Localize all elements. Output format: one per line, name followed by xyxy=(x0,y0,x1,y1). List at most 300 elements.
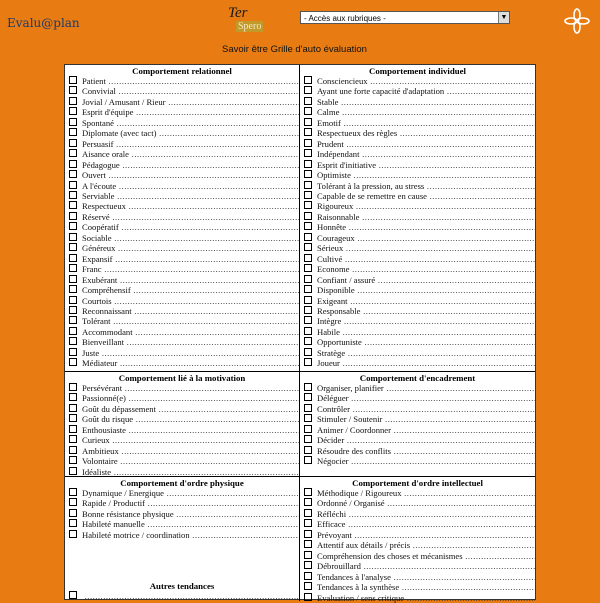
checklist-item xyxy=(69,306,299,316)
item-label: Courageux ..... xyxy=(317,233,535,243)
checkbox[interactable] xyxy=(69,456,77,464)
section-individuel xyxy=(300,65,535,372)
checkbox[interactable] xyxy=(304,264,312,272)
checklist-item xyxy=(304,383,535,393)
checklist-item xyxy=(69,425,299,435)
checkbox[interactable] xyxy=(304,181,312,189)
checklist-item xyxy=(304,316,535,326)
section-encadrement xyxy=(300,372,535,477)
item-label: Généreux ..... xyxy=(82,243,299,253)
checkbox[interactable] xyxy=(69,285,77,293)
section-intellectuel xyxy=(300,477,535,601)
checklist-item xyxy=(304,327,535,337)
item-label: Attentif aux détails / précis ..... xyxy=(317,540,535,550)
flower-icon xyxy=(564,8,590,34)
checklist-item xyxy=(69,201,299,211)
checklist-item xyxy=(304,285,535,295)
checkbox[interactable] xyxy=(69,446,77,454)
checkbox[interactable] xyxy=(304,97,312,105)
checklist-item xyxy=(304,170,535,180)
item-label: Résoudre des conflits ..... xyxy=(317,446,535,456)
checklist-item xyxy=(69,414,299,424)
checklist-item xyxy=(304,275,535,285)
checklist-item xyxy=(69,118,299,128)
checkbox[interactable] xyxy=(304,118,312,126)
item-list xyxy=(300,488,535,603)
item-label: Idéaliste ..... xyxy=(82,467,299,477)
checkbox[interactable] xyxy=(69,467,77,475)
checkbox[interactable] xyxy=(69,435,77,443)
item-label: Bienveillant ..... xyxy=(82,337,299,347)
item-label: Indépendant ..... xyxy=(317,149,535,159)
checkbox[interactable] xyxy=(69,76,77,84)
checkbox[interactable] xyxy=(304,160,312,168)
checkbox[interactable] xyxy=(69,358,77,366)
subtitle-main: Savoir être xyxy=(222,44,268,55)
checkbox[interactable] xyxy=(304,404,312,412)
checklist-item xyxy=(304,212,535,222)
section-motivation xyxy=(65,372,300,477)
section-title: Comportement d'ordre physique xyxy=(120,478,244,488)
checklist-item xyxy=(69,76,299,86)
checklist-item xyxy=(304,348,535,358)
checklist-item xyxy=(69,181,299,191)
item-label: Habileté manuelle ..... xyxy=(82,519,299,529)
checkbox[interactable] xyxy=(69,327,77,335)
checklist-item xyxy=(304,498,535,508)
item-label: Persévérant ..... xyxy=(82,383,299,393)
item-label: Opportuniste ..... xyxy=(317,337,535,347)
checklist-item xyxy=(304,201,535,211)
item-label: Aisance orale ..... xyxy=(82,149,299,159)
item-label: Respectueux des règles ..... xyxy=(317,128,535,138)
checkbox[interactable] xyxy=(304,425,312,433)
item-label: Stimuler / Soutenir ..... xyxy=(317,414,535,424)
checkbox[interactable] xyxy=(69,170,77,178)
checkbox[interactable] xyxy=(304,509,312,517)
checklist-item xyxy=(304,404,535,414)
item-label: Ouvert ..... xyxy=(82,170,299,180)
checkbox[interactable] xyxy=(304,435,312,443)
checkbox[interactable] xyxy=(304,572,312,580)
checkbox[interactable] xyxy=(69,128,77,136)
checkbox[interactable] xyxy=(69,233,77,241)
item-label: Expansif ..... xyxy=(82,254,299,264)
item-label: Ayant une forte capacité d'adaptation ..... xyxy=(317,86,535,96)
checkbox[interactable] xyxy=(69,404,77,412)
item-label: Tolérant à la pression, au stress ..... xyxy=(317,181,535,191)
rubric-select[interactable] xyxy=(300,11,510,24)
checklist-item xyxy=(304,540,535,550)
item-label: Méthodique / Rigoureux ..... xyxy=(317,488,535,498)
checkbox[interactable] xyxy=(304,316,312,324)
checklist-item xyxy=(69,296,299,306)
item-label: Tendances à la synthèse ..... xyxy=(317,582,535,592)
checklist-item xyxy=(69,275,299,285)
checkbox[interactable] xyxy=(69,254,77,262)
item-label: Responsable ..... xyxy=(317,306,535,316)
section-title: Comportement d'ordre intellectuel xyxy=(352,478,483,488)
item-label: Dynamique / Energique ..... xyxy=(82,488,299,498)
checklist-item xyxy=(304,118,535,128)
brand-link[interactable]: Evalu@plan xyxy=(7,16,80,30)
checkbox[interactable] xyxy=(69,275,77,283)
checkbox[interactable] xyxy=(69,337,77,345)
checkbox[interactable] xyxy=(304,446,312,454)
checkbox[interactable] xyxy=(69,383,77,391)
checklist-item xyxy=(69,446,299,456)
checklist-item xyxy=(69,128,299,138)
checkbox[interactable] xyxy=(304,243,312,251)
item-label: Prévoyant ..... xyxy=(317,530,535,540)
checkbox[interactable] xyxy=(69,97,77,105)
checklist-item xyxy=(304,107,535,117)
checklist-item xyxy=(304,582,535,592)
checkbox[interactable] xyxy=(69,149,77,157)
rubric-select-value: - Accès aux rubriques - xyxy=(304,14,386,23)
checklist-item xyxy=(69,456,299,466)
item-label: Réfléchi ..... xyxy=(317,509,535,519)
checklist-item xyxy=(69,488,299,498)
checklist-item xyxy=(69,222,299,232)
item-label: Pédagogue ..... xyxy=(82,160,299,170)
item-label: Joueur ..... xyxy=(317,358,535,368)
item-label: Accommodant ..... xyxy=(82,327,299,337)
item-label: Organiser, planifier ..... xyxy=(317,383,535,393)
checkbox[interactable] xyxy=(304,551,312,559)
item-list xyxy=(65,591,299,601)
checkbox[interactable] xyxy=(304,519,312,527)
checkbox[interactable] xyxy=(69,107,77,115)
checklist-item xyxy=(304,254,535,264)
section-title: Comportement d'encadrement xyxy=(359,373,476,383)
checkbox[interactable] xyxy=(304,414,312,422)
checkbox[interactable] xyxy=(69,591,77,599)
section-title: Autres tendances xyxy=(149,581,215,592)
checklist-item xyxy=(304,139,535,149)
item-label: Capable de se remettre en cause ..... xyxy=(317,191,535,201)
checkbox[interactable] xyxy=(304,337,312,345)
section-physique xyxy=(65,477,300,601)
item-label: Stratège ..... xyxy=(317,348,535,358)
item-label: Prudent ..... xyxy=(317,139,535,149)
checklist-item xyxy=(69,435,299,445)
checkbox[interactable] xyxy=(304,530,312,538)
checklist-item xyxy=(304,264,535,274)
checklist-item xyxy=(69,348,299,358)
checklist-item xyxy=(304,530,535,540)
checklist-item xyxy=(304,572,535,582)
item-label: Négocier ..... xyxy=(317,456,535,466)
checklist-item xyxy=(69,254,299,264)
checklist-item xyxy=(69,170,299,180)
checkbox[interactable] xyxy=(69,316,77,324)
item-label: A l'écoute ..... xyxy=(82,181,299,191)
checkbox[interactable] xyxy=(304,212,312,220)
checklist-item xyxy=(69,264,299,274)
checkbox[interactable] xyxy=(304,348,312,356)
checklist-item xyxy=(69,591,299,601)
checklist-item xyxy=(304,149,535,159)
checkbox[interactable] xyxy=(304,296,312,304)
checkbox[interactable] xyxy=(69,212,77,220)
item-label: Serviable ..... xyxy=(82,191,299,201)
item-label: Décider ..... xyxy=(317,435,535,445)
checklist-item xyxy=(304,593,535,603)
item-label: Reconnaissant ..... xyxy=(82,306,299,316)
section-title: Comportement individuel xyxy=(368,66,466,76)
item-label: Persuasif ..... xyxy=(82,139,299,149)
checkbox[interactable] xyxy=(304,358,312,366)
item-label: Sociable ..... xyxy=(82,233,299,243)
checkbox[interactable] xyxy=(69,425,77,433)
item-label: Sérieux ..... xyxy=(317,243,535,253)
checkbox[interactable] xyxy=(304,285,312,293)
checkbox[interactable] xyxy=(69,519,77,527)
checklist-item xyxy=(304,222,535,232)
checkbox[interactable] xyxy=(69,306,77,314)
checkbox[interactable] xyxy=(304,222,312,230)
checklist-item xyxy=(304,561,535,571)
item-label: Optimiste ..... xyxy=(317,170,535,180)
item-label: Courtois ..... xyxy=(82,296,299,306)
checkbox[interactable] xyxy=(69,530,77,538)
checkbox[interactable] xyxy=(69,160,77,168)
checkbox[interactable] xyxy=(69,181,77,189)
section-title: Comportement lié à la motivation xyxy=(118,373,246,383)
checklist-item xyxy=(69,383,299,393)
item-label: Respectueux ..... xyxy=(82,201,299,211)
checkbox[interactable] xyxy=(69,243,77,251)
checklist-item xyxy=(304,160,535,170)
checkbox[interactable] xyxy=(69,509,77,517)
checklist-item xyxy=(69,358,299,368)
item-label: Goût du risque ..... xyxy=(82,414,299,424)
item-label: Spontané ..... xyxy=(82,118,299,128)
item-label: Ordonné / Organisé ..... xyxy=(317,498,535,508)
logo-top-text: Ter xyxy=(228,5,248,21)
item-label: Enthousiaste ..... xyxy=(82,425,299,435)
logo-bottom-text: Spero xyxy=(238,21,262,32)
checklist-item xyxy=(69,519,299,529)
item-label: Volontaire ..... xyxy=(82,456,299,466)
checklist-item xyxy=(304,233,535,243)
checkbox[interactable] xyxy=(304,170,312,178)
evaluation-sheet xyxy=(64,64,536,603)
item-label: Débrouillard ..... xyxy=(317,561,535,571)
checkbox[interactable] xyxy=(304,149,312,157)
checkbox[interactable] xyxy=(304,128,312,136)
item-list xyxy=(65,76,299,369)
item-label: Juste ..... xyxy=(82,348,299,358)
checkbox[interactable] xyxy=(69,393,77,401)
checklist-item xyxy=(69,285,299,295)
checklist-item xyxy=(304,97,535,107)
item-list xyxy=(65,383,299,477)
checklist-item xyxy=(304,488,535,498)
checkbox[interactable] xyxy=(69,222,77,230)
item-label: Franc ..... xyxy=(82,264,299,274)
checklist-item xyxy=(69,393,299,403)
checklist-item xyxy=(69,160,299,170)
checkbox[interactable] xyxy=(304,561,312,569)
checkbox[interactable] xyxy=(304,107,312,115)
checkbox[interactable] xyxy=(304,540,312,548)
item-label: Disponible ..... xyxy=(317,285,535,295)
checklist-item xyxy=(69,149,299,159)
checklist-item xyxy=(69,467,299,477)
item-label: Passionné(e) ..... xyxy=(82,393,299,403)
checkbox[interactable] xyxy=(304,393,312,401)
item-label: Jovial / Amusant / Rieur ..... xyxy=(82,97,299,107)
item-label: Evaluation / sens critique ..... xyxy=(317,593,535,603)
item-label: Confiant / assuré ..... xyxy=(317,275,535,285)
checkbox[interactable] xyxy=(304,306,312,314)
checkbox[interactable] xyxy=(69,264,77,272)
checklist-item xyxy=(69,243,299,253)
item-label: Intègre ..... xyxy=(317,316,535,326)
item-label: Habileté motrice / coordination ..... xyxy=(82,530,299,540)
checklist-item xyxy=(304,393,535,403)
item-label: Médiateur ..... xyxy=(82,358,299,368)
checkbox[interactable] xyxy=(304,86,312,94)
checkbox[interactable] xyxy=(304,498,312,506)
item-label: Bonne résistance physique ..... xyxy=(82,509,299,519)
checklist-item xyxy=(69,97,299,107)
checklist-item xyxy=(304,306,535,316)
item-list xyxy=(300,383,535,467)
item-label: Tolérant ..... xyxy=(82,316,299,326)
checklist-item xyxy=(69,327,299,337)
checklist-item xyxy=(304,76,535,86)
item-label: Esprit d'équipe ..... xyxy=(82,107,299,117)
item-label: Déléguer ..... xyxy=(317,393,535,403)
checklist-item xyxy=(69,191,299,201)
checkbox[interactable] xyxy=(69,414,77,422)
checklist-item xyxy=(304,551,535,561)
item-label: Goût du dépassement ..... xyxy=(82,404,299,414)
checkbox[interactable] xyxy=(304,76,312,84)
checkbox[interactable] xyxy=(69,191,77,199)
item-label: Contrôler ..... xyxy=(317,404,535,414)
checklist-item xyxy=(304,296,535,306)
checkbox[interactable] xyxy=(69,201,77,209)
checklist-item xyxy=(304,243,535,253)
checkbox[interactable] xyxy=(69,86,77,94)
item-label: Rigoureux ..... xyxy=(317,201,535,211)
item-label: Convivial ..... xyxy=(82,86,299,96)
checklist-item xyxy=(304,358,535,368)
item-label: Esprit d'initiative ..... xyxy=(317,160,535,170)
checklist-item xyxy=(304,86,535,96)
item-label: Exigeant ..... xyxy=(317,296,535,306)
item-label: Tendances à l'analyse ..... xyxy=(317,572,535,582)
chevron-down-icon[interactable]: ▼ xyxy=(498,12,509,23)
checkbox[interactable] xyxy=(304,488,312,496)
item-label: Curieux ..... xyxy=(82,435,299,445)
item-label: Compréhension des choses et mécanismes ..... xyxy=(317,551,535,561)
checklist-item xyxy=(304,414,535,424)
item-label: Emotif ..... xyxy=(317,118,535,128)
item-label: Efficace ..... xyxy=(317,519,535,529)
checkbox[interactable] xyxy=(304,254,312,262)
checkbox[interactable] xyxy=(69,118,77,126)
checklist-item xyxy=(69,107,299,117)
checklist-item xyxy=(304,509,535,519)
item-label: Cultivé ..... xyxy=(317,254,535,264)
item-label: Habile ..... xyxy=(317,327,535,337)
item-label: Calme ..... xyxy=(317,107,535,117)
subtitle-secondary: Grille d'auto évaluation xyxy=(270,44,367,55)
item-label: Réservé ..... xyxy=(82,212,299,222)
checklist-item xyxy=(69,530,299,540)
checklist-item xyxy=(304,435,535,445)
item-label: Honnête ..... xyxy=(317,222,535,232)
checkbox[interactable] xyxy=(304,327,312,335)
terspero-logo[interactable] xyxy=(228,5,262,43)
item-label: Patient ..... xyxy=(82,76,299,86)
checkbox[interactable] xyxy=(304,139,312,147)
checkbox[interactable] xyxy=(304,582,312,590)
checkbox[interactable] xyxy=(304,275,312,283)
checklist-item xyxy=(304,337,535,347)
item-label: Rapide / Productif ..... xyxy=(82,498,299,508)
page-subtitle xyxy=(222,44,367,55)
checkbox[interactable] xyxy=(304,383,312,391)
checkbox[interactable] xyxy=(304,201,312,209)
item-label: Raisonnable ..... xyxy=(317,212,535,222)
checkbox[interactable] xyxy=(69,139,77,147)
section-title: Comportement relationnel xyxy=(132,66,232,76)
checkbox[interactable] xyxy=(304,191,312,199)
checklist-item xyxy=(304,519,535,529)
checklist-item xyxy=(69,498,299,508)
checkbox[interactable] xyxy=(304,456,312,464)
item-label: Animer / Coordonner ..... xyxy=(317,425,535,435)
checklist-item xyxy=(69,316,299,326)
checkbox[interactable] xyxy=(69,348,77,356)
checklist-item xyxy=(304,181,535,191)
item-label: Consciencieux ..... xyxy=(317,76,535,86)
checklist-item xyxy=(304,446,535,456)
checklist-item xyxy=(304,128,535,138)
checklist-item xyxy=(69,233,299,243)
checkbox[interactable] xyxy=(69,488,77,496)
checklist-item xyxy=(69,404,299,414)
item-label: Coopératif ..... xyxy=(82,222,299,232)
item-label: Econome ..... xyxy=(317,264,535,274)
checklist-item xyxy=(304,191,535,201)
section-relationnel xyxy=(65,65,300,372)
checklist-item xyxy=(69,509,299,519)
item-label: Stable ..... xyxy=(317,97,535,107)
checklist-item xyxy=(304,456,535,466)
checkbox[interactable] xyxy=(304,593,312,601)
item-label: Exubérant ..... xyxy=(82,275,299,285)
checkbox[interactable] xyxy=(69,498,77,506)
checklist-item xyxy=(69,86,299,96)
item-list xyxy=(65,488,299,540)
checklist-item xyxy=(69,337,299,347)
checkbox[interactable] xyxy=(304,233,312,241)
item-label: Compréhensif ..... xyxy=(82,285,299,295)
item-label: Diplomate (avec tact) ..... xyxy=(82,128,299,138)
item-label: Ambitieux ..... xyxy=(82,446,299,456)
checklist-item xyxy=(69,212,299,222)
item-list xyxy=(300,76,535,369)
checkbox[interactable] xyxy=(69,296,77,304)
checklist-item xyxy=(69,139,299,149)
